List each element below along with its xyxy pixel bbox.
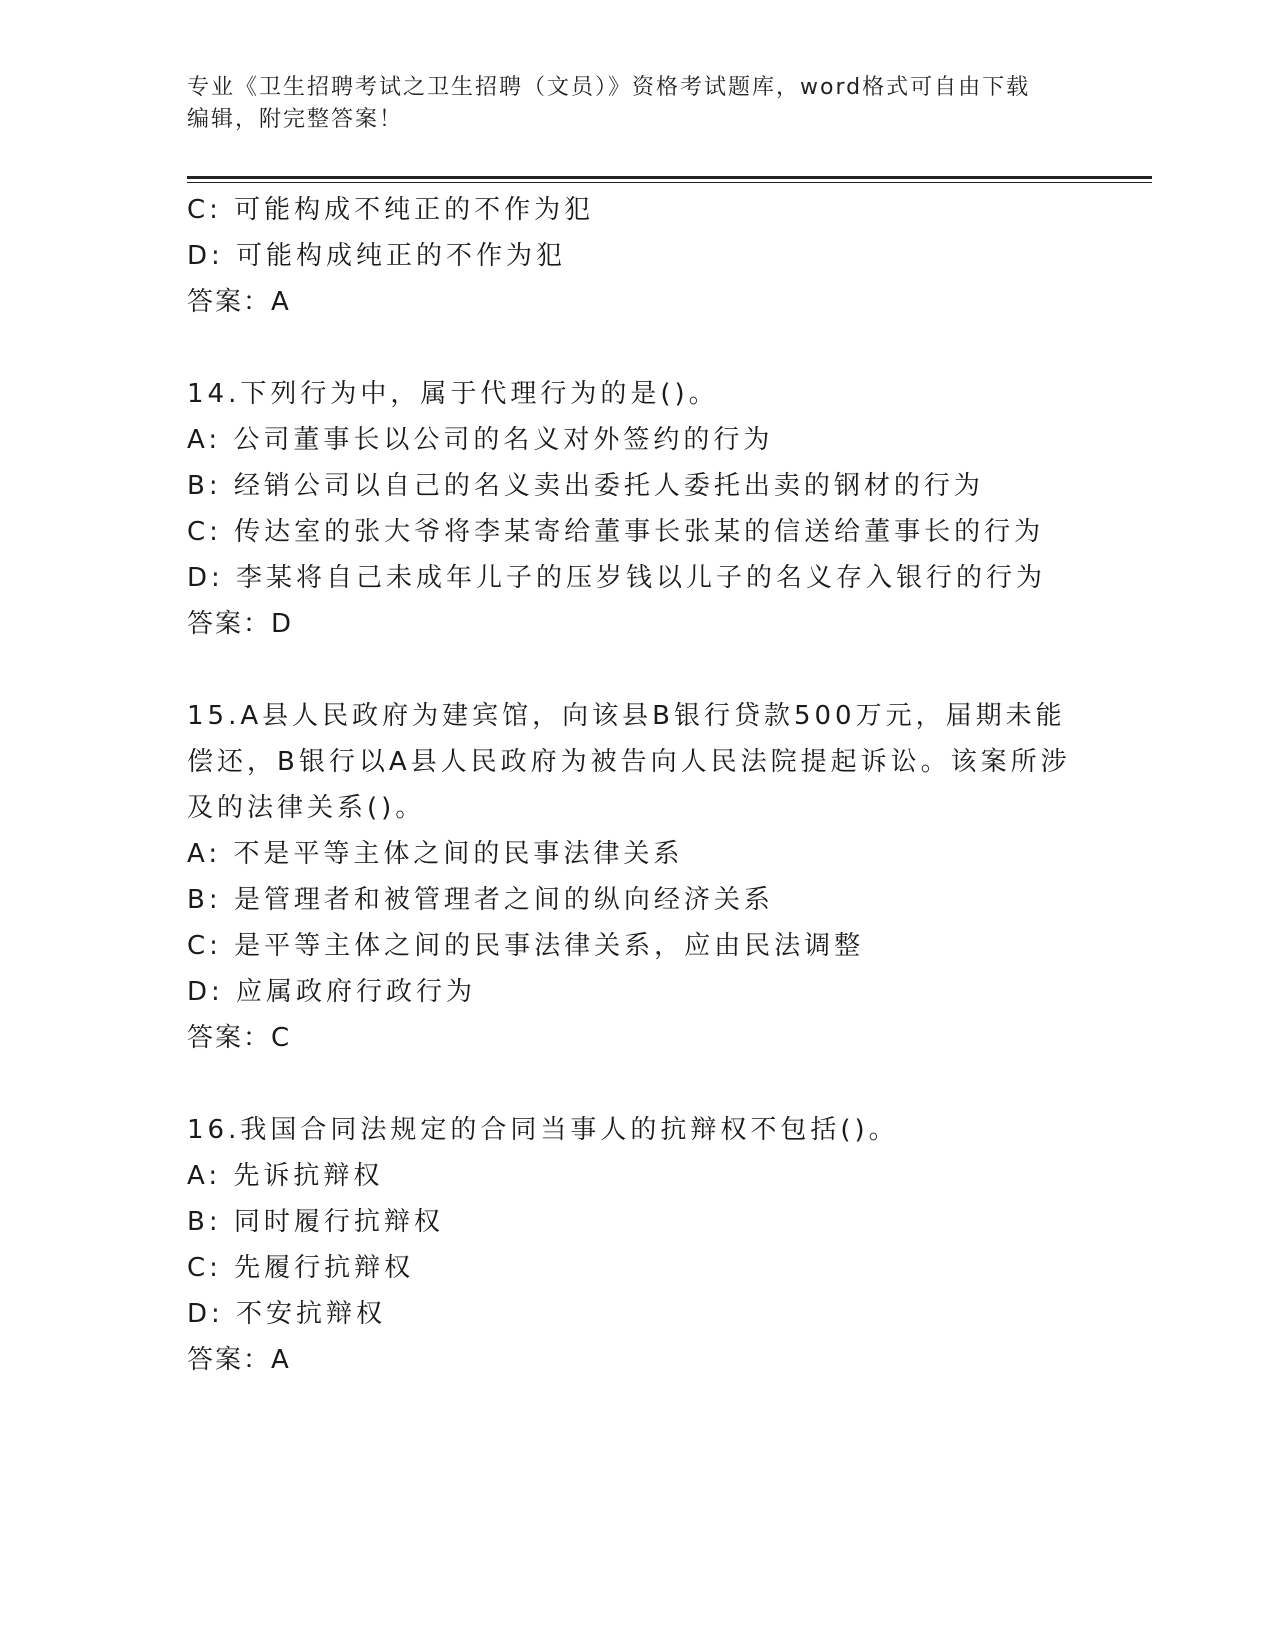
option-b: B: 是管理者和被管理者之间的纵向经济关系 [187, 885, 774, 915]
header-rule-thick [187, 176, 1152, 179]
header-rule-thin [187, 182, 1152, 183]
answer-line: 答案：C [187, 1023, 292, 1053]
question-13-continued [187, 187, 1087, 325]
answer-line: 答案：A [187, 287, 291, 317]
header-line-2: 编辑，附完整答案！ [187, 107, 404, 132]
option-b: B: 同时履行抗辩权 [187, 1207, 444, 1237]
option-d: D: 李某将自己未成年儿子的压岁钱以儿子的名义存入银行的行为 [187, 563, 1047, 593]
option-c: C: 可能构成不纯正的不作为犯 [187, 195, 595, 225]
spacer [187, 1061, 1087, 1107]
question-stem: 15.A县人民政府为建宾馆，向该县B银行贷款500万元，届期未能偿还，B银行以A县人民政府为被告向人民法院提起诉讼。该案所涉及的法律关系()。 [187, 701, 1071, 823]
question-list [187, 187, 1087, 1383]
option-c: C: 是平等主体之间的民事法律关系，应由民法调整 [187, 931, 865, 961]
answer-line: 答案：A [187, 1345, 291, 1375]
question-stem: 16.我国合同法规定的合同当事人的抗辩权不包括()。 [187, 1115, 899, 1145]
option-d: D: 可能构成纯正的不作为犯 [187, 241, 567, 271]
question-stem: 14.下列行为中，属于代理行为的是()。 [187, 379, 719, 409]
option-b: B: 经销公司以自己的名义卖出委托人委托出卖的钢材的行为 [187, 471, 984, 501]
document-header [187, 72, 1067, 136]
question-14 [187, 371, 1087, 647]
question-16 [187, 1107, 1087, 1383]
spacer [187, 325, 1087, 371]
answer-line: 答案：D [187, 609, 294, 639]
question-15 [187, 693, 1087, 1061]
header-line-1: 专业《卫生招聘考试之卫生招聘（文员）》资格考试题库，word格式可自由下载 [187, 75, 1031, 100]
option-a: A: 先诉抗辩权 [187, 1161, 384, 1191]
option-a: A: 公司董事长以公司的名义对外签约的行为 [187, 425, 774, 455]
spacer [187, 647, 1087, 693]
option-c: C: 先履行抗辩权 [187, 1253, 415, 1283]
option-a: A: 不是平等主体之间的民事法律关系 [187, 839, 684, 869]
option-c: C: 传达室的张大爷将李某寄给董事长张某的信送给董事长的行为 [187, 517, 1045, 547]
option-d: D: 不安抗辩权 [187, 1299, 387, 1329]
option-d: D: 应属政府行政行为 [187, 977, 477, 1007]
